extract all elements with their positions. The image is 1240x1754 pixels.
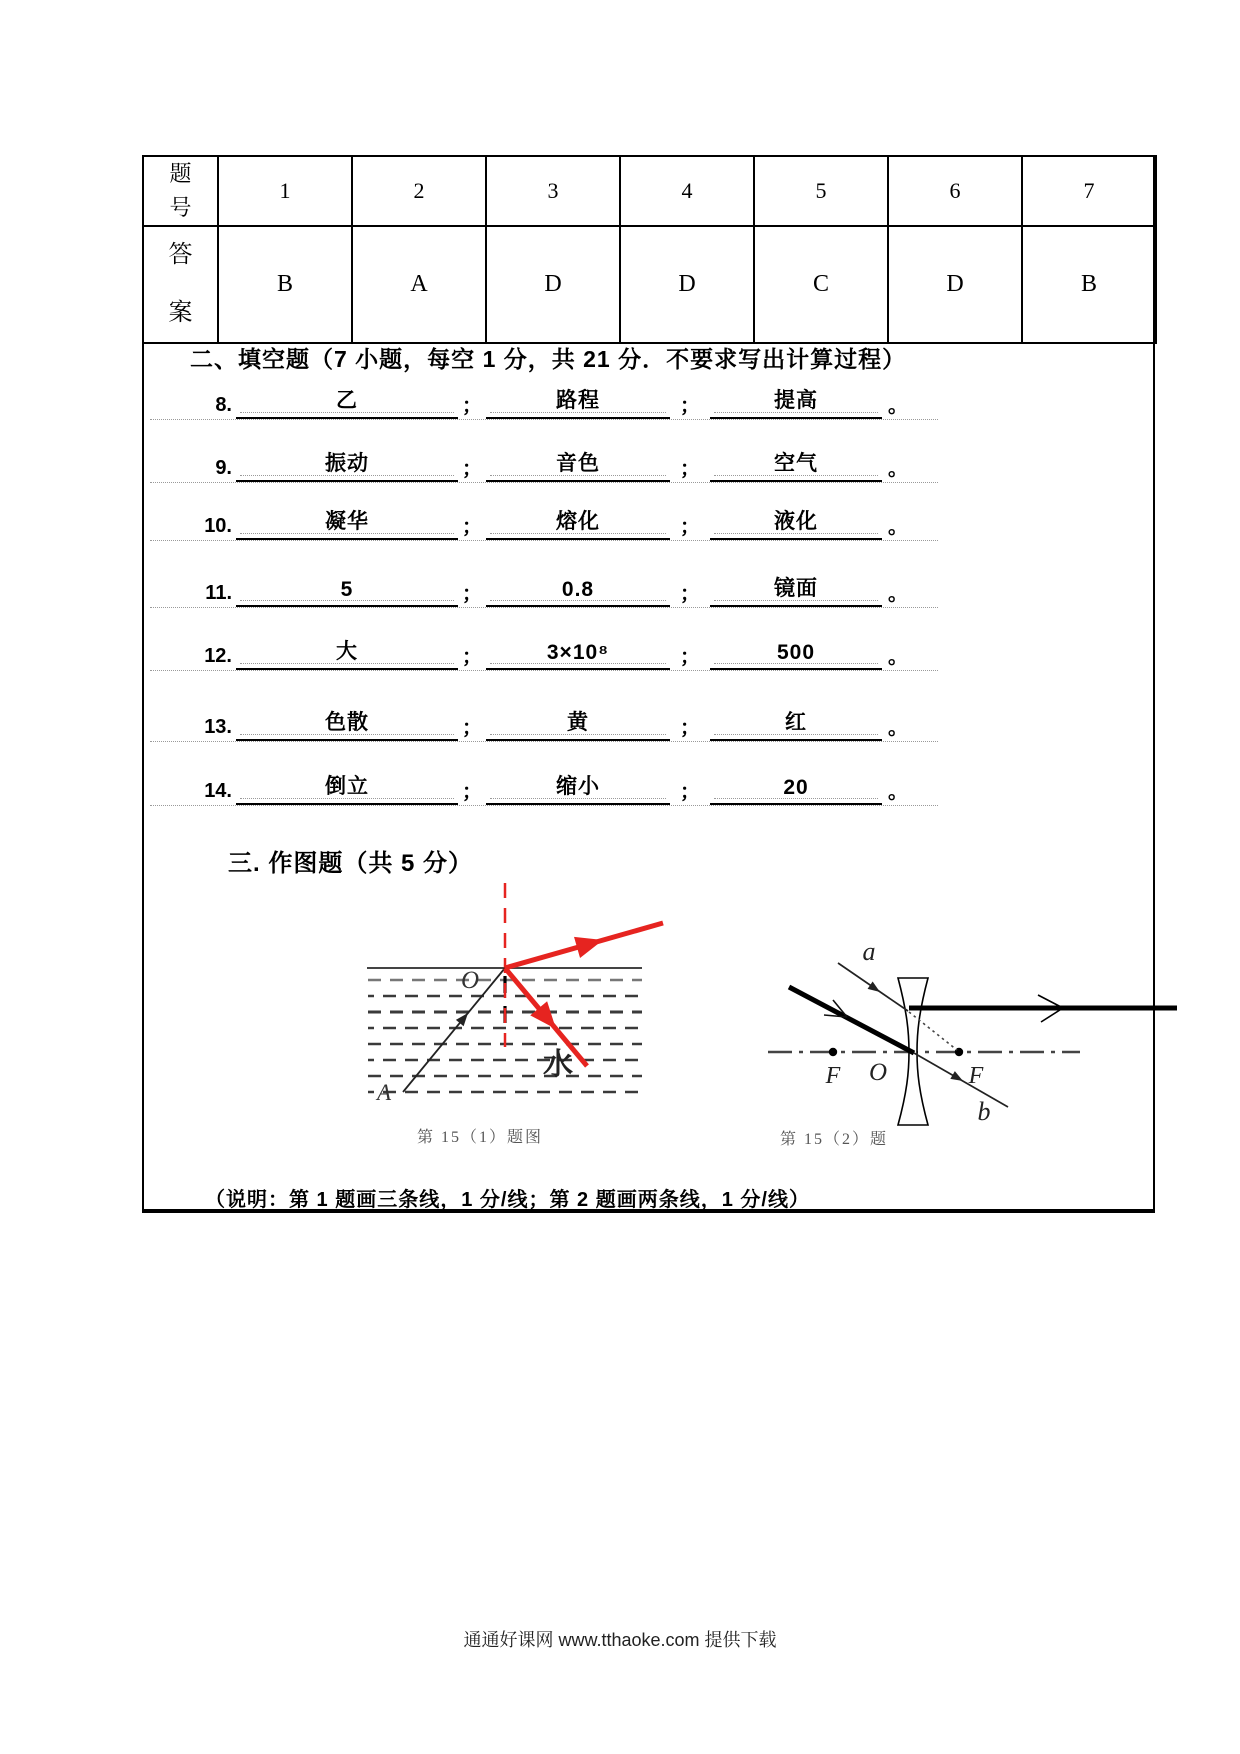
separator: ； [680,458,700,480]
answer-3: D [486,226,620,343]
blank-answer: 红 [710,706,882,741]
blank-answer: 20 [710,776,882,805]
question-number: 9. [215,457,232,479]
separator: ； [462,516,482,538]
question-col-6: 6 [888,156,1022,226]
fill-row-12 [150,637,938,671]
blank-answer: 乙 [236,384,458,419]
fill-row-10 [150,507,938,541]
ray-b-label: b [977,1097,991,1126]
separator: ； [680,583,700,605]
answer-label: 答案 [168,242,193,326]
focal-left-label: F [825,1063,841,1089]
question-number: 13. [204,716,232,738]
blank-answer: 3×10⁸ [486,641,670,670]
blank-answer: 缩小 [486,770,670,805]
point-A-label: A [376,1080,392,1105]
question-number: 11. [205,582,232,604]
blank-answer: 倒立 [236,770,458,805]
separator: ； [680,646,700,668]
point-O-label: O [460,967,480,994]
separator: ； [462,646,482,668]
blank-answer: 镜面 [710,572,882,607]
answer-5: C [754,226,888,343]
fill-row-13 [150,708,938,742]
blank-answer: 音色 [486,447,670,482]
period: 。 [888,395,908,417]
figure1-caption: 第 15（1）题图 [416,1129,543,1146]
question-number-label: 题号 [169,161,192,221]
question-col-1: 1 [218,156,352,226]
blank-answer: 路程 [486,384,670,419]
blank-answer: 黄 [486,706,670,741]
blank-answer: 色散 [236,706,458,741]
figure-concave-lens [688,850,1188,1150]
answer-2: A [352,226,486,343]
answer-label-cell [143,226,218,343]
question-number: 10. [204,515,232,537]
separator: ； [462,781,482,803]
blank-answer: 凝华 [236,505,458,540]
answer-7: B [1022,226,1156,343]
period: 。 [888,516,908,538]
question-col-3: 3 [486,156,620,226]
blank-answer: 大 [236,635,458,670]
answer-4: D [620,226,754,343]
blank-answer: 空气 [710,447,882,482]
period: 。 [888,646,908,668]
question-number-label-cell [143,156,218,226]
table-header-row [143,156,1156,226]
focal-right-label: F [968,1063,984,1089]
optical-centre-label: O [868,1059,888,1086]
separator: ； [680,395,700,417]
incident-ray-through-centre-thick [789,987,914,1053]
scoring-note: （说明：第 1 题画三条线，1 分/线；第 2 题画两条线，1 分/线） [205,1189,810,1211]
blank-answer: 振动 [236,447,458,482]
period: 。 [888,458,908,480]
section2-heading: 二、填空题（7 小题，每空 1 分，共 21 分．不要求写出计算过程） [190,346,907,372]
separator: ； [462,717,482,739]
separator: ； [680,516,700,538]
figure-water-refraction [320,780,680,1110]
blank-answer: 500 [710,641,882,670]
focal-point-right [955,1048,963,1056]
ray-b-arrowhead [950,1071,965,1085]
figure2-caption: 第 15（2）题 [779,1131,888,1148]
footer-site-text: 通通好课网 www.tthaoke.com 提供下载 [463,1630,777,1650]
section3-heading: 三. 作图题（共 5 分） [228,850,474,877]
separator: ； [680,781,700,803]
period: 。 [888,781,908,803]
answer-6: D [888,226,1022,343]
question-number: 14. [204,780,232,802]
blank-answer: 提高 [710,384,882,419]
question-number: 12. [204,645,232,667]
blank-answer: 5 [236,578,458,607]
ray-a-arrowhead [868,982,883,996]
water-label: 水 [543,1048,573,1081]
question-col-7: 7 [1022,156,1156,226]
ray-a-label: a [862,937,876,966]
blank-answer: 熔化 [486,505,670,540]
focal-point-left [829,1048,837,1056]
period: 。 [888,583,908,605]
fill-row-8 [150,386,938,420]
incident-ray [403,968,505,1092]
question-col-2: 2 [352,156,486,226]
question-col-5: 5 [754,156,888,226]
separator: ； [462,458,482,480]
blank-answer: 液化 [710,505,882,540]
answer-1: B [218,226,352,343]
question-number: 8. [215,394,232,416]
blank-answer: 0.8 [486,578,670,607]
separator: ； [680,717,700,739]
period: 。 [888,717,908,739]
fill-row-11 [150,574,938,608]
question-col-4: 4 [620,156,754,226]
fill-row-9 [150,449,938,483]
separator: ； [462,395,482,417]
table-answer-row [143,226,1156,343]
separator: ； [462,583,482,605]
refracted-ray-arrowhead [574,929,606,958]
choice-answer-table [142,155,1157,344]
